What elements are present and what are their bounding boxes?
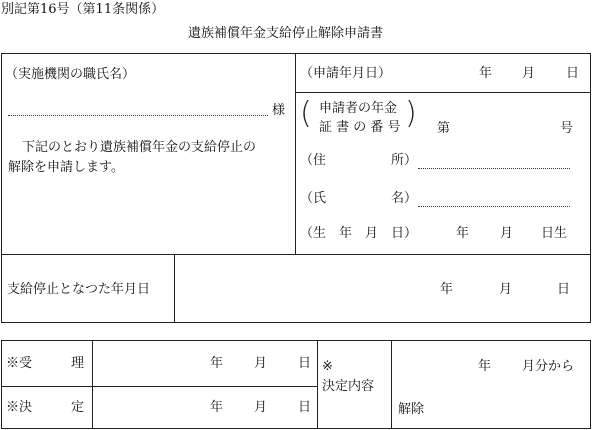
cert-close-bracket: ) (405, 96, 417, 131)
agency-name-line[interactable] (8, 115, 268, 116)
decision-year-unit: 年 (210, 400, 224, 415)
address-line[interactable] (418, 168, 570, 169)
honorific-sama: 様 (272, 103, 286, 118)
office-label-divider (92, 340, 93, 429)
application-month-unit: 月 (522, 66, 536, 81)
office-row-divider (1, 386, 317, 387)
stop-date-label: 支給停止となつた年月日 (7, 282, 151, 297)
release-label: 解除 (398, 402, 425, 417)
from-year-unit: 年 (478, 359, 492, 374)
stop-day-unit: 日 (557, 282, 571, 297)
application-date-label: （申請年月日） (300, 66, 392, 81)
office-use-table (1, 340, 591, 429)
birth-month-unit: 月 (500, 226, 514, 241)
birth-day-unit: 日生 (541, 226, 568, 241)
stop-month-unit: 月 (499, 282, 513, 297)
cert-label-line2: 証 書 の 番 号 (319, 120, 401, 135)
decision-content-label: 決定内容 (322, 379, 375, 394)
office-mid-divider (317, 340, 318, 429)
request-text-line2: 解除を申請します。 (8, 160, 124, 175)
form-number: 別記第16号（第11条関係） (1, 2, 165, 17)
date-row-divider (295, 92, 591, 93)
application-year-unit: 年 (479, 66, 493, 81)
stop-year-unit: 年 (440, 282, 454, 297)
stop-date-divider (174, 254, 175, 323)
request-text-line1: 下記のとおり遺族補償年金の支給停止の (22, 140, 257, 155)
cert-suffix: 号 (560, 121, 574, 136)
decision-month-unit: 月 (254, 400, 268, 415)
office-right-divider (391, 340, 392, 429)
name-label: （氏 名） (300, 191, 418, 206)
address-label: （住 所） (300, 153, 418, 168)
application-day-unit: 日 (566, 66, 580, 81)
agency-label: （実施機関の職氏名） (5, 67, 136, 82)
birth-year-unit: 年 (456, 226, 470, 241)
receipt-month-unit: 月 (254, 356, 268, 371)
cert-prefix: 第 (437, 121, 451, 136)
receipt-year-unit: 年 (210, 356, 224, 371)
form-title: 遺族補償年金支給停止解除申請書 (188, 26, 384, 41)
receipt-label: ※受 理 (6, 356, 85, 371)
receipt-day-unit: 日 (298, 356, 312, 371)
decision-content-mark: ※ (322, 359, 333, 374)
cert-open-bracket: ( (300, 96, 312, 131)
decision-day-unit: 日 (298, 400, 312, 415)
birthdate-label: （生 年 月 日） (300, 226, 418, 241)
from-month-unit: 月分から (522, 359, 575, 374)
decision-label: ※決 定 (6, 400, 85, 415)
name-line[interactable] (418, 206, 570, 207)
cert-label-line1: 申請者の年金 (319, 101, 398, 116)
upper-divider (295, 53, 296, 255)
